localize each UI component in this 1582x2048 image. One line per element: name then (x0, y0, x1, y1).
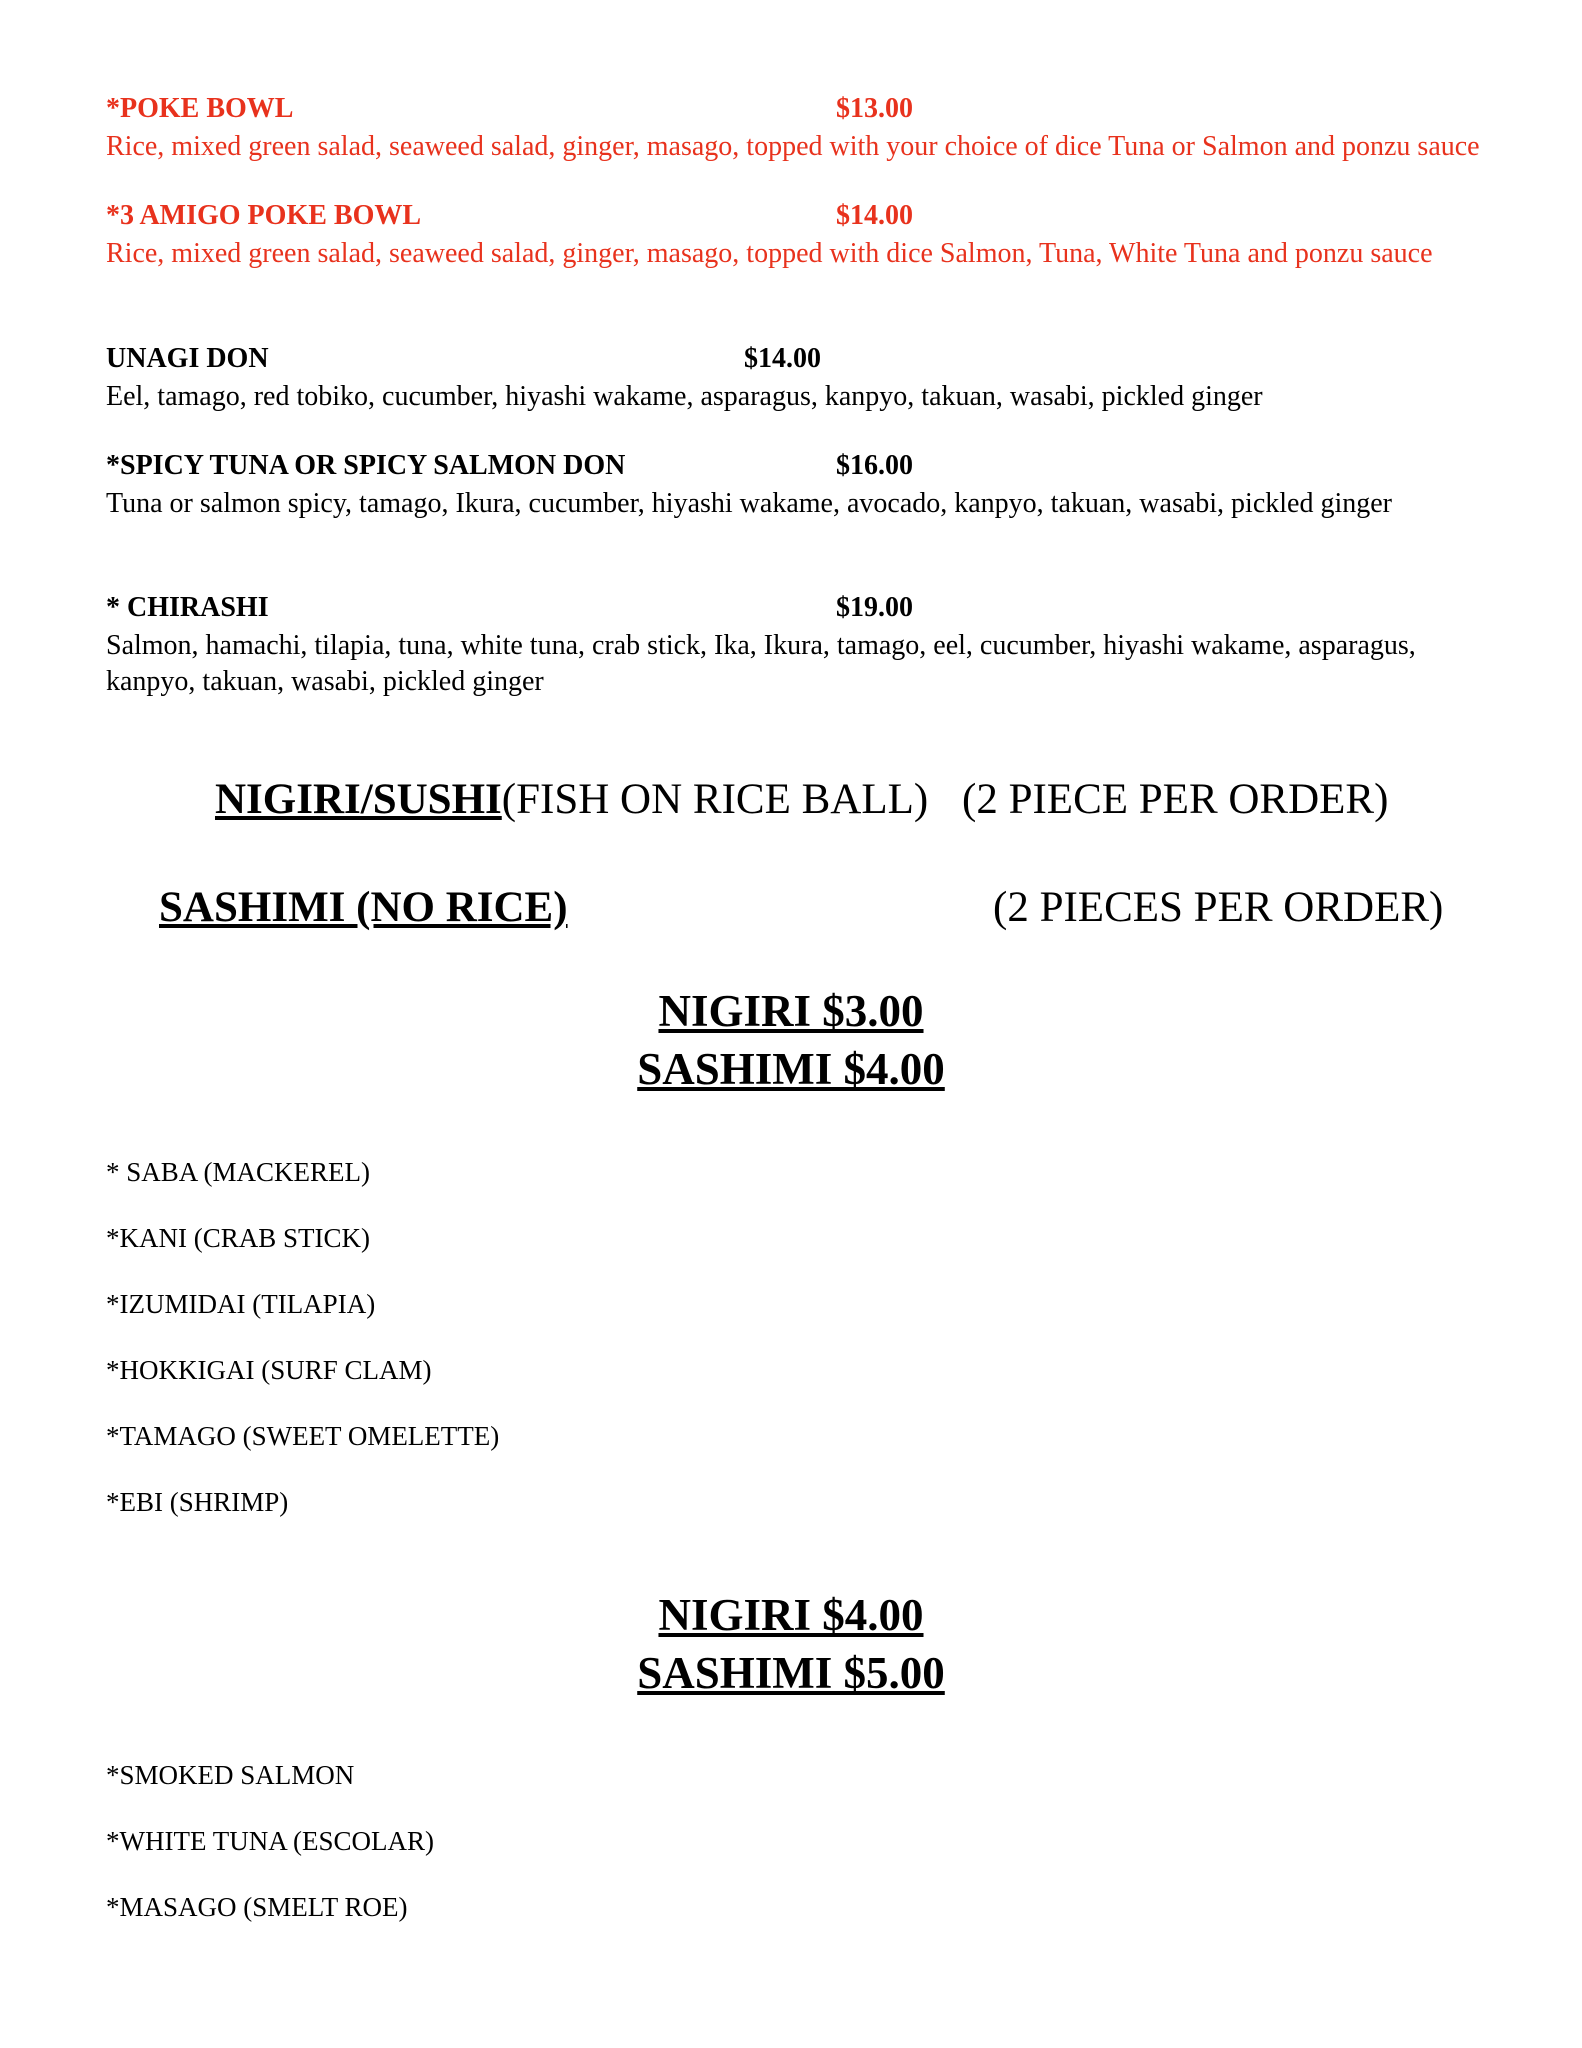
list-item: * SABA (MACKEREL) (106, 1157, 371, 1187)
spicy-don-price: $16.00 (836, 450, 913, 481)
list-item: *MASAGO (SMELT ROE) (106, 1892, 408, 1922)
nigiri-sushi-title: NIGIRI/SUSHI (215, 776, 502, 823)
list-item: *WHITE TUNA (ESCOLAR) (106, 1826, 434, 1856)
poke-bowl-name: *POKE BOWL (106, 93, 294, 124)
nigiri-order-note: (2 PIECE PER ORDER) (962, 776, 1389, 823)
nigiri-sushi-heading (215, 775, 928, 824)
chirashi-name: * CHIRASHI (106, 592, 269, 623)
list-item: *SMOKED SALMON (106, 1760, 355, 1790)
chirashi-price: $19.00 (836, 592, 913, 623)
list-item: *KANI (CRAB STICK) (106, 1223, 371, 1253)
spicy-don-name: *SPICY TUNA OR SPICY SALMON DON (106, 450, 626, 481)
unagi-don-name: UNAGI DON (106, 343, 269, 374)
tier2-nigiri-price: NIGIRI $4.00 (658, 1590, 924, 1640)
unagi-don-price: $14.00 (744, 343, 821, 374)
amigo-poke-bowl-desc: Rice, mixed green salad, seaweed salad, ginger, masago, topped with dice Salmon, Tuna, White Tuna and ponzu sauce (106, 238, 1433, 269)
list-item: *EBI (SHRIMP) (106, 1487, 289, 1517)
spicy-don-desc: Tuna or salmon spicy, tamago, Ikura, cucumber, hiyashi wakame, avocado, kanpyo, takuan, wasabi, pickled ginger (106, 488, 1393, 519)
sashimi-title: SASHIMI (NO RICE) (159, 884, 568, 931)
poke-bowl-desc: Rice, mixed green salad, seaweed salad, ginger, masago, topped with your choice of dice Tuna or Salmon and ponzu sauce (106, 131, 1480, 162)
poke-bowl-price: $13.00 (836, 93, 913, 124)
amigo-poke-bowl-name: *3 AMIGO POKE BOWL (106, 200, 422, 231)
unagi-don-desc: Eel, tamago, red tobiko, cucumber, hiyashi wakame, asparagus, kanpyo, takuan, wasabi, pickled ginger (106, 381, 1263, 412)
tier2-sashimi-price: SASHIMI $5.00 (637, 1648, 945, 1698)
list-item: *IZUMIDAI (TILAPIA) (106, 1289, 376, 1319)
list-item: *HOKKIGAI (SURF CLAM) (106, 1355, 432, 1385)
amigo-poke-bowl-price: $14.00 (836, 200, 913, 231)
tier1-sashimi-price: SASHIMI $4.00 (637, 1044, 945, 1094)
chirashi-desc: Salmon, hamachi, tilapia, tuna, white tuna, crab stick, Ika, Ikura, tamago, eel, cucumber, hiyashi wakame, asparagus, kanpyo, takuan, wasabi, pickled ginger (106, 630, 1416, 697)
sashimi-heading (159, 883, 568, 932)
nigiri-sushi-subtitle: (FISH ON RICE BALL) (501, 776, 929, 823)
list-item: *TAMAGO (SWEET OMELETTE) (106, 1421, 500, 1451)
sashimi-order-note: (2 PIECES PER ORDER) (993, 884, 1444, 931)
tier1-nigiri-price: NIGIRI $3.00 (658, 986, 924, 1036)
